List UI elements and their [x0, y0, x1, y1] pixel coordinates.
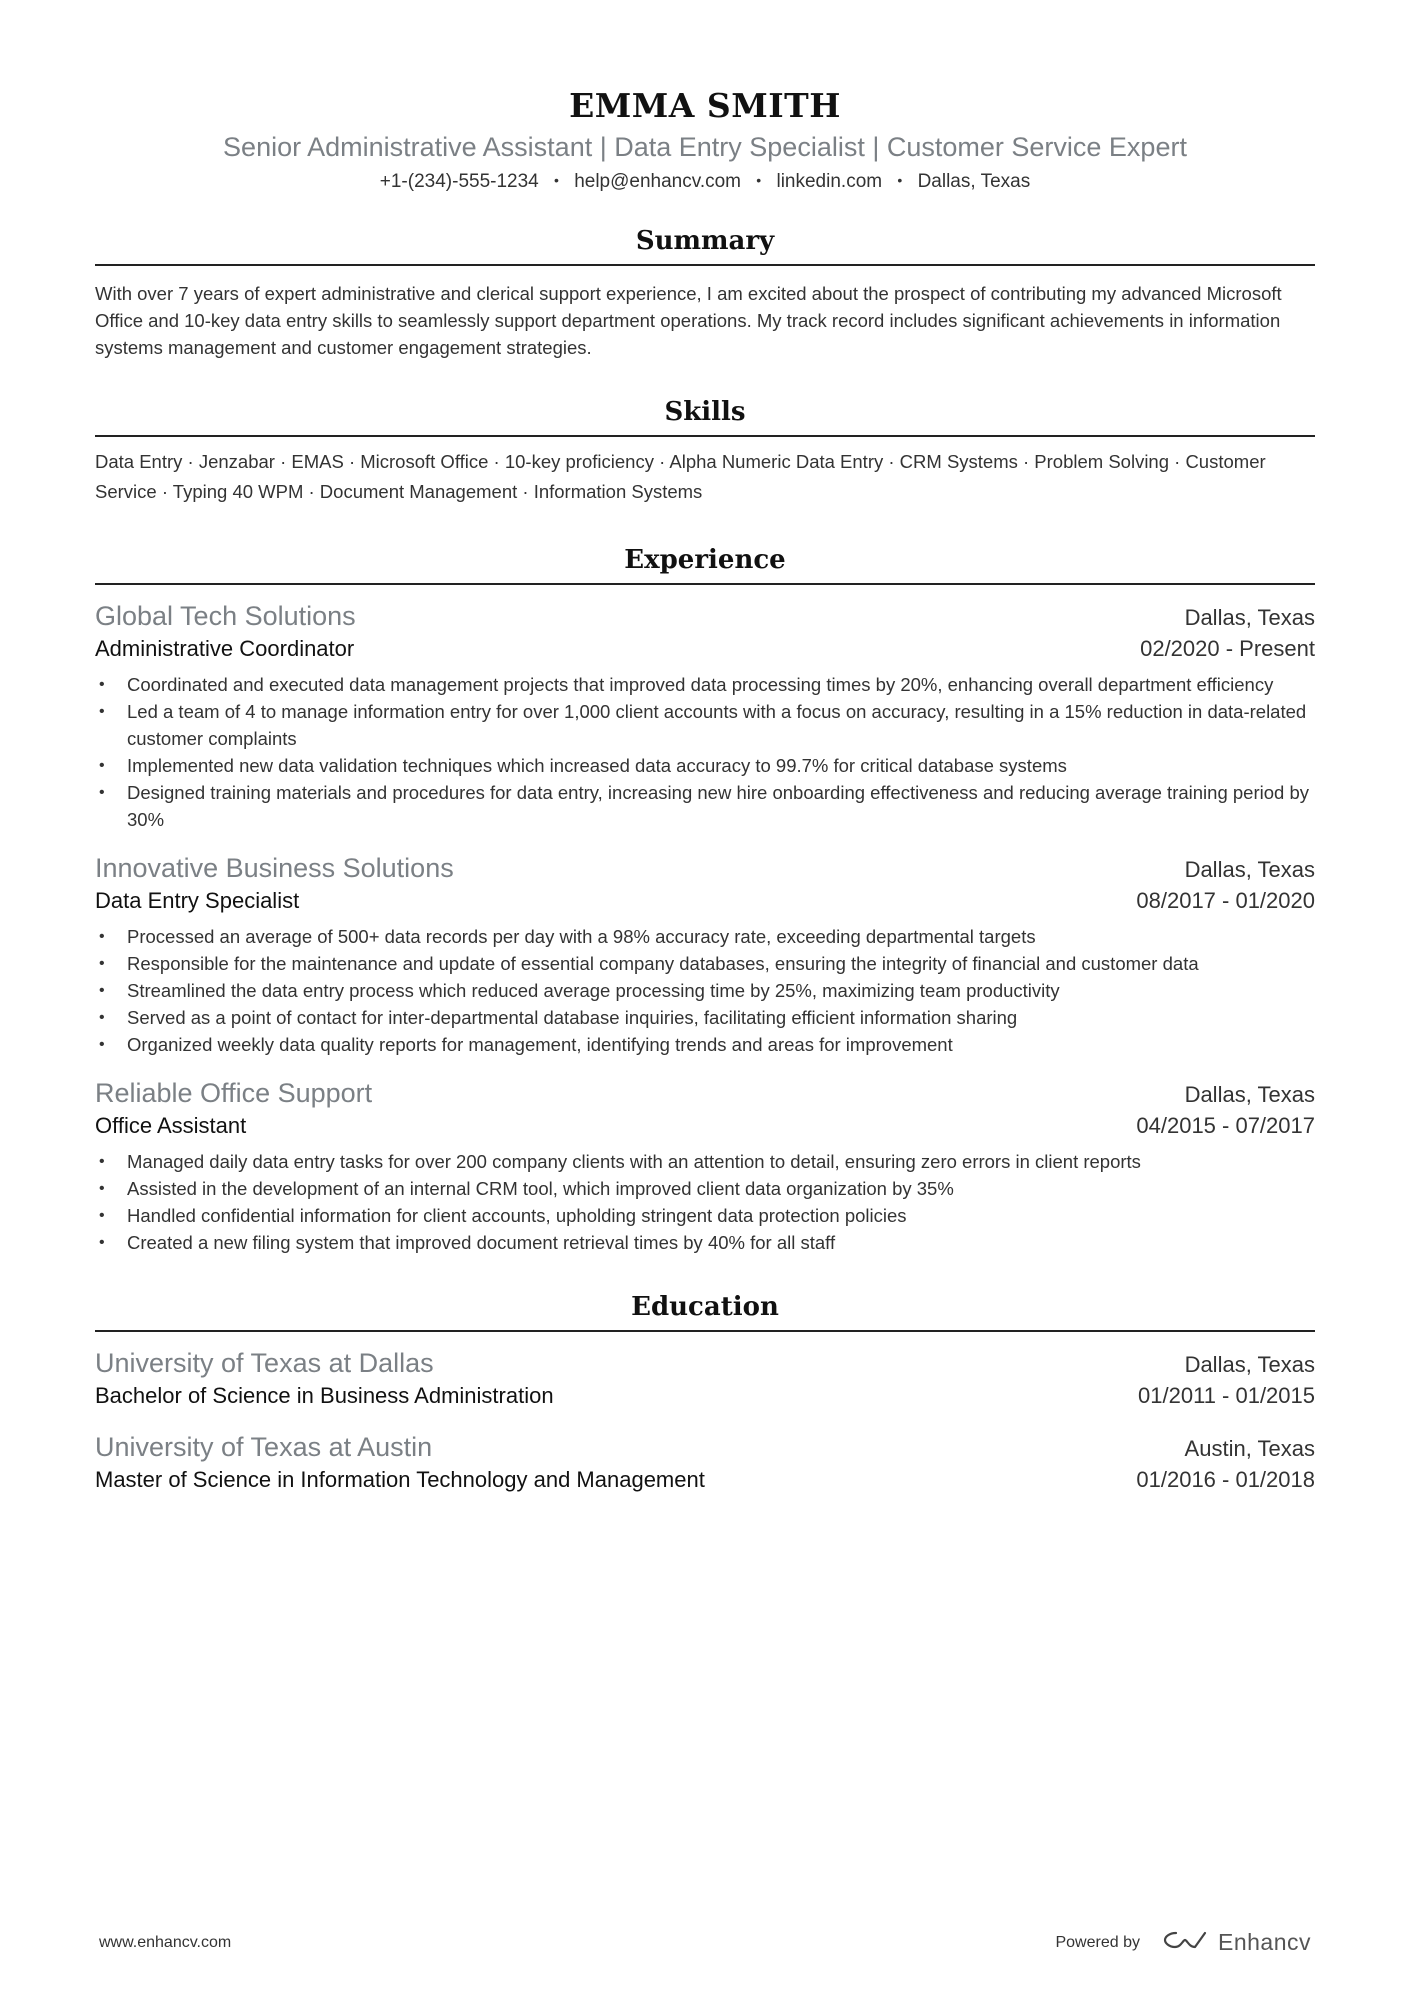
- degree-name: Master of Science in Information Technology and Management: [95, 1467, 705, 1492]
- education-section: [95, 1290, 1315, 1496]
- footer-url[interactable]: www.enhancv.com: [99, 1933, 232, 1951]
- contact-phone: +1-(234)-555-1234: [379, 171, 539, 192]
- bullet-item: • Managed daily data entry tasks for over 200 company clients with an attention to detail, ensuring zero errors in client reports: [95, 1148, 1315, 1175]
- education-heading: Education: [95, 1290, 1315, 1332]
- job-dates: 02/2020 - Present: [1140, 636, 1315, 661]
- contact-line: [95, 168, 1315, 194]
- job-role: Data Entry Specialist: [95, 888, 300, 913]
- bullet-item: • Processed an average of 500+ data records per day with a 98% accuracy rate, exceeding departmental targets: [95, 923, 1315, 950]
- bullet-item: • Assisted in the development of an internal CRM tool, which improved client data organization by 35%: [95, 1175, 1315, 1202]
- bullet-item: • Designed training materials and procedures for data entry, increasing new hire onboarding effectiveness and reducing average training period by 30%: [95, 779, 1315, 833]
- skills-list: Data Entry · Jenzabar · EMAS · Microsoft Office · 10-key proficiency · Alpha Numeric Data Entry · CRM Systems · Problem Solving · Customer Service · Typing 40 WPM · Document Management · Information Systems: [95, 451, 1266, 502]
- summary-text: With over 7 years of expert administrative and clerical support experience, I am excited about the prospect of contributing my advanced Microsoft Office and 10-key data entry skills to seamlessly support department operations. My track record includes significant achievements in information systems management and customer engagement strategies.: [95, 283, 1282, 358]
- bullet-item: • Responsible for the maintenance and update of essential company databases, ensuring the integrity of financial and customer data: [95, 950, 1315, 977]
- candidate-title: Senior Administrative Assistant | Data Entry Specialist | Customer Service Expert: [223, 132, 1187, 162]
- school-location: Austin, Texas: [1184, 1436, 1315, 1461]
- job-location: Dallas, Texas: [1184, 1082, 1315, 1107]
- summary-heading: Summary: [95, 224, 1315, 266]
- job-bullets: [95, 923, 1315, 1058]
- contact-separator: •: [554, 172, 559, 188]
- candidate-name: EMMA SMITH: [569, 86, 841, 125]
- job-location: Dallas, Texas: [1184, 605, 1315, 630]
- brand-name: Enhancv: [1217, 1929, 1311, 1955]
- bullet-item: • Served as a point of contact for inter-departmental database inquiries, facilitating efficient information sharing: [95, 1004, 1315, 1031]
- degree-name: Bachelor of Science in Business Administration: [95, 1383, 554, 1408]
- job-bullets: [95, 1148, 1315, 1256]
- contact-separator: •: [897, 172, 903, 188]
- job-role: Office Assistant: [95, 1113, 247, 1138]
- contact-separator: •: [756, 172, 762, 188]
- education-dates: 01/2011 - 01/2015: [1138, 1383, 1315, 1408]
- education-entry: [95, 1346, 1315, 1412]
- footer-branding: [1055, 1928, 1311, 1957]
- experience-entry: [95, 1076, 1315, 1256]
- page-footer: [99, 1928, 1311, 1957]
- bullet-item: • Led a team of 4 to manage information entry for over 1,000 client accounts with a focus on accuracy, resulting in a 15% reduction in data-related customer complaints: [95, 698, 1315, 752]
- contact-linkedin[interactable]: linkedin.com: [776, 171, 883, 192]
- bullet-item: • Organized weekly data quality reports for management, identifying trends and areas for improvement: [95, 1031, 1315, 1058]
- school-name: University of Texas at Austin: [95, 1432, 433, 1462]
- company-name: Reliable Office Support: [95, 1078, 373, 1108]
- bullet-item: • Implemented new data validation techniques which increased data accuracy to 99.7% for critical database systems: [95, 752, 1315, 779]
- bullet-item: • Created a new filing system that improved document retrieval times by 40% for all staff: [95, 1229, 1315, 1256]
- bullet-item: • Handled confidential information for client accounts, upholding stringent data protection policies: [95, 1202, 1315, 1229]
- company-name: Global Tech Solutions: [95, 601, 356, 631]
- summary-section: [95, 224, 1315, 361]
- education-dates: 01/2016 - 01/2018: [1136, 1467, 1315, 1492]
- school-name: University of Texas at Dallas: [95, 1348, 434, 1378]
- education-entry: [95, 1430, 1315, 1496]
- brand-link[interactable]: [1162, 1928, 1311, 1957]
- resume-header: [95, 0, 1315, 194]
- school-location: Dallas, Texas: [1184, 1352, 1315, 1377]
- experience-section: [95, 543, 1315, 1256]
- bullet-item: • Streamlined the data entry process which reduced average processing time by 25%, maximizing team productivity: [95, 977, 1315, 1004]
- job-bullets: [95, 671, 1315, 833]
- experience-entry: [95, 851, 1315, 1058]
- experience-entry: [95, 599, 1315, 833]
- company-name: Innovative Business Solutions: [95, 853, 454, 883]
- contact-email[interactable]: help@enhancv.com: [574, 171, 742, 192]
- job-dates: 08/2017 - 01/2020: [1136, 888, 1315, 913]
- job-dates: 04/2015 - 07/2017: [1136, 1113, 1315, 1138]
- job-location: Dallas, Texas: [1184, 857, 1315, 882]
- skills-heading: Skills: [95, 395, 1315, 437]
- job-role: Administrative Coordinator: [95, 636, 355, 661]
- bullet-item: • Coordinated and executed data management projects that improved data processing times by 20%, enhancing overall department efficiency: [95, 671, 1315, 698]
- experience-heading: Experience: [95, 543, 1315, 585]
- powered-by-label: Powered by: [1055, 1933, 1140, 1951]
- skills-section: [95, 395, 1315, 507]
- enhancv-logo-icon: [1162, 1928, 1208, 1957]
- contact-location: Dallas, Texas: [917, 171, 1031, 192]
